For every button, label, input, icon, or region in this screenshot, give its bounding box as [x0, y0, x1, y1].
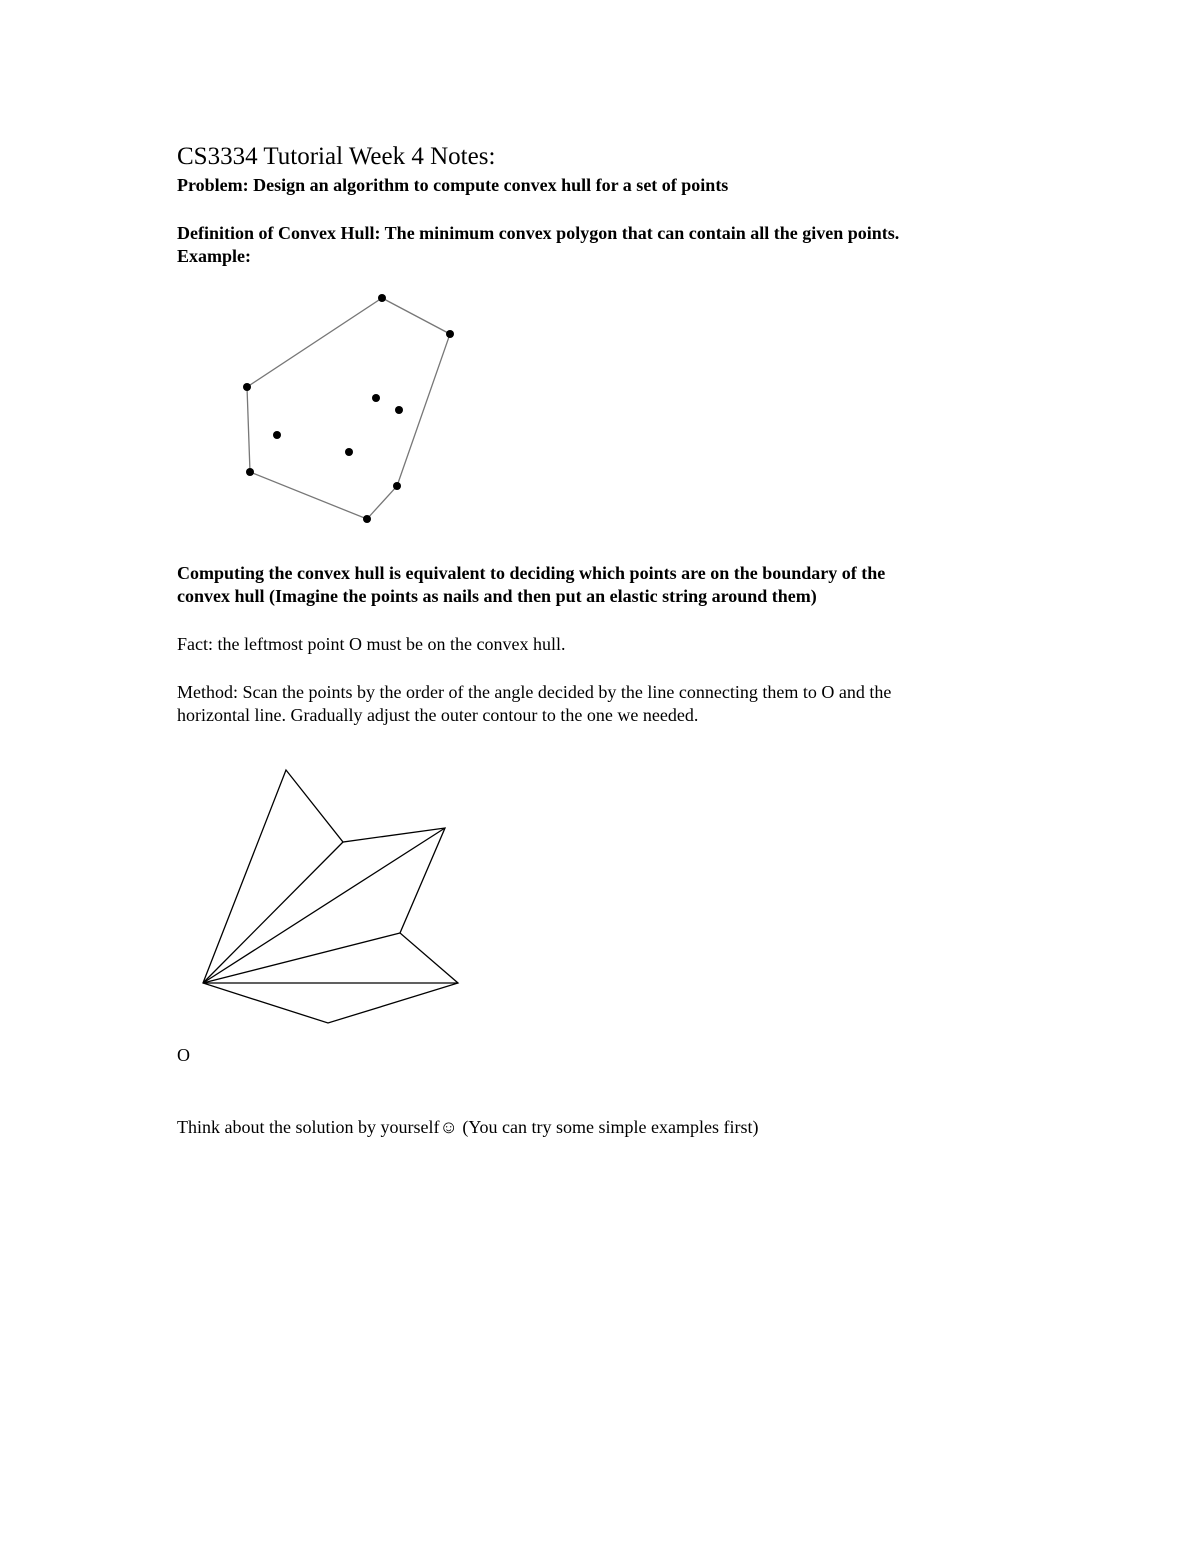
- method-line-1: Method: Scan the points by the order of the angle decided by the line connecting them to O and the: [177, 682, 892, 702]
- problem-statement: Problem: Design an algorithm to compute convex hull for a set of points: [177, 175, 729, 195]
- fact-text: Fact: the leftmost point O must be on the convex hull.: [177, 634, 566, 654]
- angular-scan-figure: [190, 760, 470, 1035]
- scan-ray: [203, 933, 400, 983]
- scan-ray: [203, 828, 445, 983]
- hull-point: [246, 468, 254, 476]
- example-label: Example:: [177, 246, 251, 266]
- hull-point: [243, 383, 251, 391]
- definition-text: Definition of Convex Hull: The minimum convex polygon that can contain all the given points.: [177, 223, 900, 243]
- page-title: CS3334 Tutorial Week 4 Notes:: [177, 143, 496, 170]
- interior-point: [273, 431, 281, 439]
- origin-label-o: O: [177, 1045, 190, 1065]
- hull-point: [446, 330, 454, 338]
- interior-point: [395, 406, 403, 414]
- hull-boundary: [247, 298, 450, 519]
- computing-line-1: Computing the convex hull is equivalent to deciding which points are on the boundary of the: [177, 563, 886, 583]
- scan-ray: [203, 842, 343, 983]
- hull-point: [363, 515, 371, 523]
- interior-point: [345, 448, 353, 456]
- hull-point: [378, 294, 386, 302]
- computing-line-2: convex hull (Imagine the points as nails and then put an elastic string around them): [177, 586, 817, 606]
- convex-hull-example-figure: [230, 285, 470, 535]
- interior-point: [372, 394, 380, 402]
- think-text: Think about the solution by yourself☺ (You can try some simple examples first): [177, 1117, 759, 1137]
- hull-point: [393, 482, 401, 490]
- outer-contour: [203, 770, 458, 1023]
- method-line-2: horizontal line. Gradually adjust the outer contour to the one we needed.: [177, 705, 699, 725]
